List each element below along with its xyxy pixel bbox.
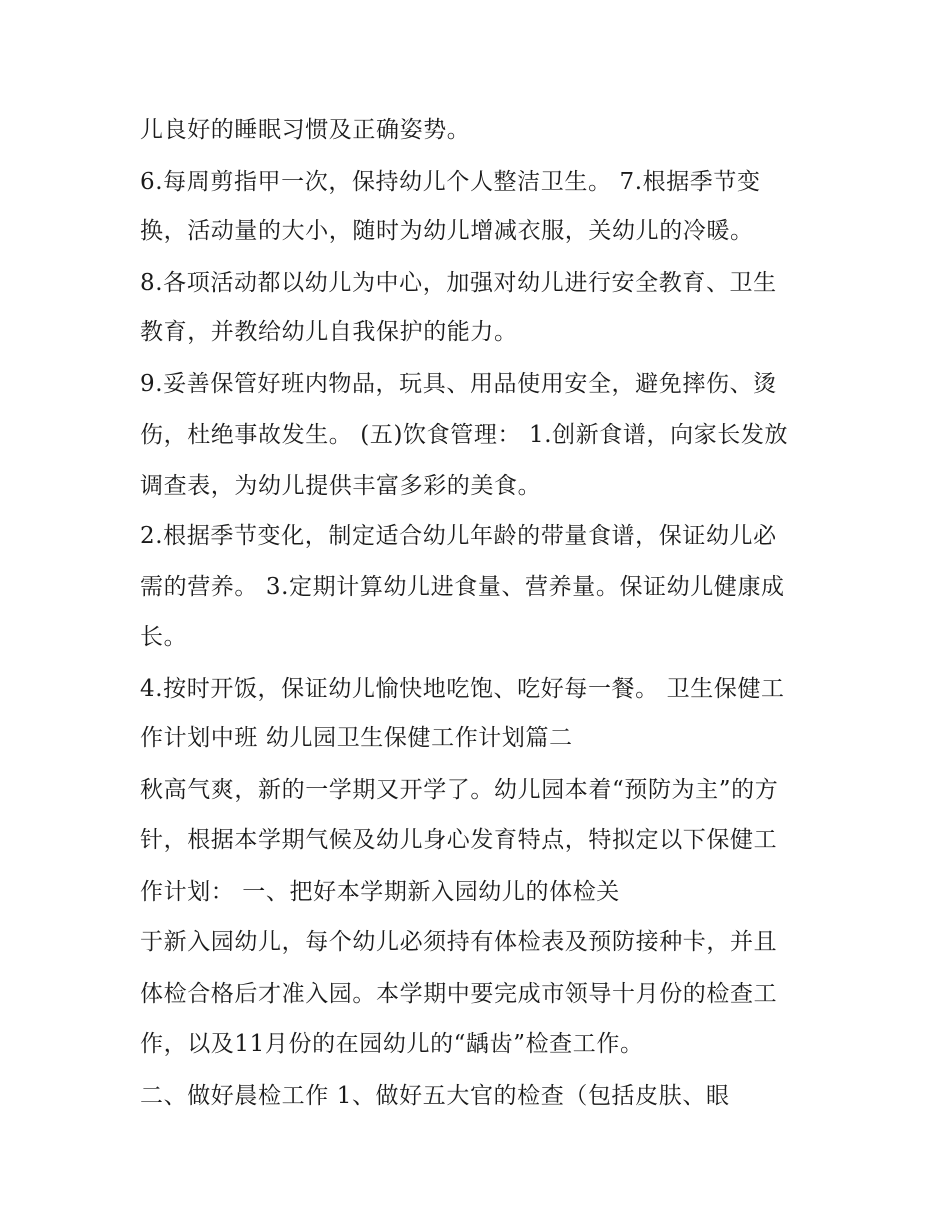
text-line: 8.各项活动都以幼儿为中心，加强对幼儿进行安全教育、卫生 bbox=[140, 270, 777, 296]
text-line: 需的营养。 3.定期计算幼儿进食量、营养量。保证幼儿健康成 bbox=[140, 574, 785, 600]
text-line: 长。 bbox=[140, 624, 188, 650]
text-line: 9.妥善保管好班内物品，玩具、用品使用安全，避免摔伤、烫 bbox=[140, 371, 777, 397]
text-line: 于新入园幼儿，每个幼儿必须持有体检表及预防接种卡，并且 bbox=[140, 929, 778, 955]
text-line: 教育，并教给幼儿自我保护的能力。 bbox=[140, 319, 518, 345]
text-line: 秋高气爽，新的一学期又开学了。幼儿园本着“预防为主”的方 bbox=[140, 777, 779, 803]
text-line: 换，活动量的大小，随时为幼儿增减衣服，关幼儿的冷暖。 bbox=[140, 218, 754, 244]
text-line: 4.按时开饭，保证幼儿愉快地吃饱、吃好每一餐。 卫生保健工 bbox=[140, 676, 785, 702]
text-line: 针，根据本学期气候及幼儿身心发育特点，特拟定以下保健工 bbox=[140, 827, 778, 853]
text-line: 作，以及11月份的在园幼儿的“龋齿”检查工作。 bbox=[140, 1031, 644, 1057]
text-line: 6.每周剪指甲一次，保持幼儿个人整洁卫生。 7.根据季节变 bbox=[140, 169, 761, 195]
text-line: 伤，杜绝事故发生。 (五)饮食管理： 1.创新食谱，向家长发放 bbox=[140, 422, 789, 448]
text-line: 儿良好的睡眠习惯及正确姿势。 bbox=[140, 117, 471, 143]
text-line: 体检合格后才准入园。本学期中要完成市领导十月份的检查工 bbox=[140, 981, 778, 1007]
text-line: 2.根据季节变化，制定适合幼儿年龄的带量食谱，保证幼儿必 bbox=[140, 523, 777, 549]
text-line: 作计划中班 幼儿园卫生保健工作计划篇二 bbox=[140, 725, 573, 751]
text-line: 调查表，为幼儿提供丰富多彩的美食。 bbox=[140, 473, 542, 499]
text-line: 二、做好晨检工作 1、做好五大官的检查（包括皮肤、眼 bbox=[140, 1083, 730, 1109]
text-line: 作计划： 一、把好本学期新入园幼儿的体检关 bbox=[140, 879, 620, 905]
